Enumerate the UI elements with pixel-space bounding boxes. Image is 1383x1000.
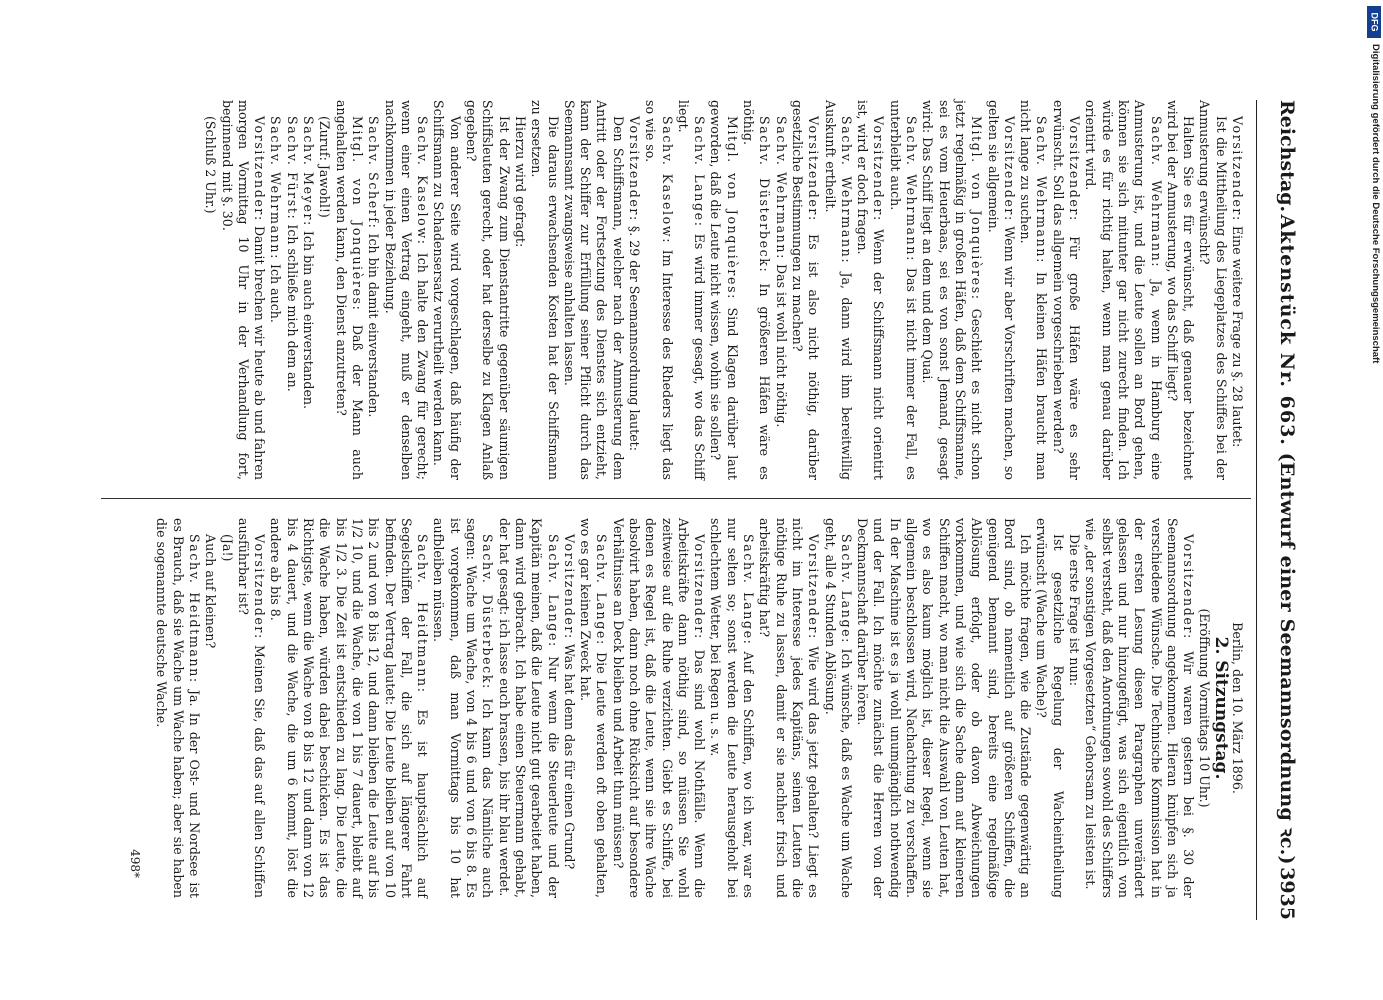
paragraph-text: Wie wird das jetzt gehalten? Liegt es nicht im Interesse jedes Kapitäns, seinen Leuten die nöthige Ruhe zu lassen, damit er sie nachher frisch und arbeitskräftig hat? bbox=[757, 518, 822, 898]
paragraph-text: Ja, dann wird ihm bereitwillig Auskunft ertheilt. bbox=[822, 100, 854, 480]
paragraph bbox=[1229, 100, 1245, 480]
speaker-name: Sachv. Heidtmann: bbox=[415, 534, 431, 694]
speaker-name: Sachv. Kaselow: bbox=[415, 116, 431, 246]
footer-mark: 498* bbox=[128, 849, 143, 878]
paragraph-text: Ich halte den Zwang für gerecht; wenn einer einen Vertrag eingeht, muß er denselben nachkommen in jeder Beziehung. bbox=[382, 100, 431, 480]
speaker-name: Sachv. Lange: bbox=[545, 534, 561, 648]
paragraph-text: Nur wenn die Steuerleute und der Kapitän meinen, daß die Leute nicht gut gearbeitet haben, dann wird gebracht. Ich habe einen Steuermann gehabt, der hat gesagt: ich lasse euch brassen, bis ihr blau werdet. bbox=[496, 518, 561, 898]
speaker-name: Sachv. Düsterbeck: bbox=[480, 534, 496, 690]
paragraph bbox=[218, 100, 267, 480]
paragraph bbox=[740, 100, 773, 480]
paragraph bbox=[1082, 518, 1196, 898]
paragraph-text: Es wird immer gesagt, wo das Schiff liegt. bbox=[675, 100, 708, 480]
speaker-name: Sachv. Wehrmann: bbox=[1034, 116, 1050, 264]
paragraph bbox=[821, 100, 854, 480]
paragraph bbox=[430, 518, 495, 898]
paragraph bbox=[202, 518, 218, 898]
place-date: Berlin, den 10. März 1896. bbox=[1230, 622, 1245, 794]
paragraph bbox=[854, 518, 1033, 898]
speaker-name: Sachv. Lange: bbox=[692, 116, 708, 228]
paragraph bbox=[332, 100, 365, 480]
speaker-name: Sachv. Lange: bbox=[594, 534, 610, 646]
header-center bbox=[1275, 212, 1301, 867]
paragraph bbox=[528, 100, 561, 480]
paragraph-text: Von anderer Seite wird vorgeschlagen, daß häufig der Schiffsmann zu Schadensersatz verurtheilt werden kann. bbox=[431, 100, 463, 480]
page-header bbox=[1261, 100, 1301, 920]
paragraph-text: Ist die Mittheilung des Liegeplatzes des Schiffes bei der Anmusterung erwünscht? bbox=[1197, 100, 1229, 480]
session-title: 2. Sitzungstag. bbox=[1210, 636, 1231, 780]
paragraph bbox=[202, 100, 218, 480]
paragraph bbox=[1049, 100, 1082, 480]
speaker-name: Sachv. Wehrmann: bbox=[838, 116, 854, 265]
speaker-name: Mitgl. von Jonquières: bbox=[724, 116, 740, 300]
paragraph-text: Für große Häfen wäre es sehr erwünscht. Soll das allgemein vorgeschrieben werden? bbox=[1050, 100, 1083, 480]
left-column bbox=[202, 100, 1245, 480]
paragraph bbox=[463, 100, 512, 480]
paragraph bbox=[821, 518, 854, 898]
speaker-name: Sachv. Heidtmann: bbox=[187, 534, 202, 684]
paragraph-text: Es ist hauptsächlich auf Segelschiffen der Fall, die sich auf längerer Fahrt befinden. Der Vertrag lautet: Die Leute bleiben auf von 10 bis 2 und von 8 bis 12, und dann bleiben die Leute auf bis 1/2 10, und die Wache, die von 1 bis 7 dauert, bleibt auf bis 1/2 3. Die Zeit ist entschieden zu lang. Die Leute, die die Wache haben, würden dabei beschicken. Es ist das Richtigste, wenn die Wache von 8 bis 12 und dann von 12 bis 4 dauert, und die Wache, die um 6 kommt, löst die andere ab bis 8. bbox=[268, 518, 431, 898]
speaker-name: Sachv. Scherf: bbox=[366, 116, 382, 230]
speaker-name: Sachv. Lange: bbox=[741, 534, 757, 646]
paragraph bbox=[707, 518, 756, 898]
header-subtitle: (Entwurf einer Seemannsordnung ꝛc.) bbox=[1276, 452, 1298, 865]
paragraph-text: Ich kann das Nämliche auch sagen: Wache um Wache, von 4 bis 6 und von 6 bis 8. Es ist vorgekommen, daß man Vormittags bis 10 hat aufbleiben müssen. bbox=[431, 518, 496, 898]
paragraph-text: Ja. In der Ost- und Nordsee ist es Brauch, daß sie Wache um Wache haben; aber sie haben die sogenannte deutsche Wache. bbox=[154, 518, 202, 898]
paragraph bbox=[626, 100, 642, 480]
paragraph-text: Daß der Mann auch angehalten werden kann, den Dienst anzutreten? bbox=[333, 100, 365, 480]
speaker-name: Sachv. Wehrmann: bbox=[904, 116, 920, 262]
paragraph bbox=[316, 100, 332, 480]
page-number: 3935 bbox=[1276, 867, 1298, 920]
paragraph bbox=[381, 100, 430, 480]
speaker-name: Sachv. Lange: bbox=[838, 534, 854, 645]
paragraph bbox=[789, 100, 822, 480]
paragraph bbox=[283, 100, 299, 480]
speaker-name: Sachv. Wehrmann: bbox=[1148, 116, 1164, 269]
paragraph-text: Es ist also nicht nöthig, darüber gesetzliche Bestimmungen zu machen? bbox=[789, 100, 822, 480]
paragraph-text: Das ist wohl nicht nöthig. bbox=[773, 263, 789, 428]
paragraph-text: Den Schiffsmann, welcher nach der Anmusterung dem Antritt oder der Fortsetzung des Dienstes sich entzieht, kann der Schiffer zur Erfüllung seiner Pflicht durch das Seemannsamt zwangsweise anhalten lassen. bbox=[561, 100, 626, 480]
paragraph bbox=[642, 100, 675, 480]
speaker-name: Mitgl. von Jonquières: bbox=[969, 116, 985, 301]
header-document-number: Aktenstück Nr. 663. bbox=[1276, 214, 1298, 446]
paragraph-text: Ich möchte fragen, wie die Zustände gegenwärtig an Bord sind, ob namentlich auf größeren Schiffen, die genügend bemannt sind, bereits eine regelmäßige Ablösung erfolgt, oder ob davon Abweichungen vorkommen, und wie sich die Sache dann auf kleineren Schiffen macht, wo man nicht die Auswahl von Leuten hat, wo es also kaum möglich ist, dieser Regel, wenn sie allgemein beschlossen wird, Nachachtung zu verschaffen. In der Maschine ist es ja wohl unumgänglich nothwendig und der Fall. Ich möchte zunächst die Herren von der Deckmannschaft darüber hören. bbox=[855, 518, 1034, 898]
paragraph bbox=[267, 518, 430, 898]
paragraph bbox=[1196, 100, 1229, 480]
paragraph-text: Ich schließe mich dem an. bbox=[284, 224, 300, 392]
column-divider bbox=[101, 498, 1251, 499]
paragraph-text: In größeren Häfen wäre es nöthig. bbox=[741, 100, 773, 480]
paragraph-text: Damit brechen wir heute ab und fahren morgen Vormittag 10 Uhr in der Verhandlung fort, beginnend mit §. 30. bbox=[219, 100, 268, 480]
paragraph-text: Meinen Sie, daß das auf allen Schiffen ausführbar ist? bbox=[235, 518, 268, 898]
paragraph-text: (Zuruf: Jawohl!) bbox=[317, 116, 333, 218]
paragraph-text: (Schluß 2 Uhr.) bbox=[203, 116, 219, 214]
right-paragraphs bbox=[153, 518, 1196, 898]
paragraph bbox=[1066, 518, 1082, 898]
speaker-name: Vorsitzender: bbox=[561, 534, 577, 640]
speaker-name: Sachv. Wehrmann: bbox=[773, 116, 789, 260]
paragraph bbox=[235, 518, 268, 898]
paragraph bbox=[561, 518, 577, 898]
paragraph-text: Wenn der Schiffsmann nicht orientirt ist, wird er doch fragen. bbox=[855, 100, 887, 480]
dfg-logo: DFG bbox=[1367, 6, 1381, 38]
paragraph-text: Wir waren gestern bei §. 30 der Seemannsordnung angekommen. Hieran knüpfen sich ja verschiedene Wünsche. Die Technische Kommission hat in der ersten Lesung diesen Paragraphen unverändert gelassen und nur hinzugefügt, was sich eigentlich von selbst versteht, daß den Anordnungen sowohl des Schiffers wie „der sonstigen Vorgesetzten“ Gehorsam zu leisten ist. bbox=[1083, 518, 1197, 898]
speaker-name: Vorsitzender: bbox=[252, 534, 268, 640]
digitization-note: Digitalisierung gefördert durch die Deutsche Forschungsgemeinschaft bbox=[1370, 44, 1381, 364]
paragraph-text: Was hat denn das für einen Grund? bbox=[561, 643, 577, 870]
speaker-name: Vorsitzender: bbox=[806, 534, 822, 640]
paragraph bbox=[854, 100, 887, 480]
paragraph-text: Sind Klagen darüber laut geworden, daß die Leute nicht wissen, wohin sie sollen? bbox=[708, 100, 740, 480]
document-page bbox=[41, 50, 1341, 950]
paragraph-text: Ist der Zwang zum Dienstantritte gegenüber säumigen Schiffsleuten gerecht, oder hat derselbe zu Klagen Anlaß gegeben? bbox=[464, 100, 512, 480]
paragraph-text: Ja, wenn in Hamburg eine Anmusterung ist, und die Leute sollen an Bord gehen, können sie sich mitunter gar nicht zurecht finden. Ich würde es für richtig halten, wenn man genau darüber orientirt wird. bbox=[1083, 100, 1164, 480]
paragraph-text: Das ist nicht immer der Fall, es unterbleibt auch. bbox=[887, 100, 920, 480]
speaker-name: Vorsitzender: bbox=[252, 116, 268, 222]
paragraph bbox=[1082, 100, 1163, 480]
paragraph bbox=[430, 100, 463, 480]
session-opening: (Eröffnung Vormittags 10 Uhr.) bbox=[1197, 608, 1213, 808]
paragraph bbox=[218, 518, 234, 898]
paragraph bbox=[153, 518, 202, 898]
paragraph-text: Ich auch. bbox=[268, 263, 284, 323]
paragraph-text: Ist gesetzliche Regelung der Wacheintheilung erwünscht (Wache um Wache)? bbox=[1034, 518, 1066, 898]
speaker-name: Vorsitzender: bbox=[1230, 116, 1245, 222]
paragraph-text: Ich wünsche, daß es Wache um Wache geht, alle 4 Stunden Ablösung. bbox=[822, 518, 854, 898]
paragraph-text: Wenn wir aber Vorschriften machen, so gelten sie allgemein. bbox=[985, 100, 1017, 480]
paragraph bbox=[512, 100, 528, 480]
paragraph-text: In kleinen Häfen braucht man nicht lange zu suchen. bbox=[1018, 100, 1050, 480]
paragraph bbox=[1164, 100, 1197, 480]
paragraph-text: Ich bin damit einverstanden. bbox=[366, 233, 382, 418]
paragraph-text: Die erste Frage ist nun: bbox=[1067, 534, 1083, 686]
paragraph bbox=[707, 100, 740, 480]
paragraph-text: Die daraus erwachsenden Kosten hat der Schiffsmann zu ersetzen. bbox=[529, 100, 561, 480]
right-column bbox=[127, 518, 1245, 898]
paragraph-text: (Ja!) bbox=[219, 534, 235, 562]
speaker-name: Sachv. Fürst: bbox=[284, 116, 300, 221]
paragraph bbox=[1017, 100, 1050, 480]
paragraph bbox=[267, 100, 283, 480]
paragraph bbox=[300, 100, 316, 480]
speaker-name: Sachv. Düsterbeck: bbox=[757, 116, 773, 274]
paragraph-text: Auch auf kleinen? bbox=[203, 534, 219, 649]
paragraph-text: Auf den Schiffen, wo ich war, war es nur selten so; sonst werden die Leute herausgeholt bei schlechtem Wetter, bei Regen u. s. w. bbox=[708, 518, 757, 898]
speaker-name: Vorsitzender: bbox=[1181, 534, 1197, 640]
paragraph-text: Im Interesse des Rheders liegt das so wie so. bbox=[643, 100, 675, 480]
paragraph bbox=[772, 100, 788, 480]
speaker-name: Vorsitzender: bbox=[806, 116, 822, 222]
speaker-name: Sachv. Kaselow: bbox=[659, 116, 675, 245]
paragraph bbox=[365, 100, 381, 480]
header-left: Reichstag. bbox=[1276, 100, 1298, 213]
paragraph bbox=[919, 100, 984, 480]
paragraph bbox=[609, 518, 707, 898]
paragraph-text: Halten Sie es für erwünscht, daß genauer bezeichnet wird bei der Anmusterung, wo das Schiff liegt? bbox=[1164, 100, 1197, 480]
speaker-name: Sachv. Wehrmann: bbox=[268, 116, 284, 260]
paragraph bbox=[984, 100, 1017, 480]
paragraph-text: Ich bin auch einverstanden. bbox=[301, 230, 317, 410]
speaker-name: Vorsitzender: bbox=[1001, 116, 1017, 222]
paragraph-text: Geschieht es nicht schon jetzt regelmäßig in großen Häfen, daß dem Schiffsmanne, sei es vom Heuerbaas, sei es von sonst Jemand, gesagt wird: Das Schiff liegt an dem und dem Quai. bbox=[920, 100, 985, 480]
paragraph-text: Eine weitere Frage zu §. 28 lautet: bbox=[1230, 225, 1245, 448]
paragraph bbox=[756, 518, 821, 898]
speaker-name: Vorsitzender: bbox=[627, 116, 643, 222]
paragraph bbox=[495, 518, 560, 898]
paragraph bbox=[577, 518, 610, 898]
speaker-name: Sachv. Meyer: bbox=[301, 116, 317, 227]
paragraph bbox=[886, 100, 919, 480]
speaker-name: Vorsitzender: bbox=[692, 534, 708, 640]
paragraph-text: §. 29 der Seemannsordnung lautet: bbox=[627, 225, 643, 451]
speaker-name: Vorsitzender: bbox=[871, 116, 887, 222]
speaker-name: Mitgl. von Jonquières: bbox=[349, 116, 365, 312]
paragraph bbox=[1033, 518, 1066, 898]
speaker-name: Vorsitzender: bbox=[1067, 116, 1083, 222]
paragraph bbox=[675, 100, 708, 480]
header-rule bbox=[1256, 100, 1257, 920]
paragraph-text: Das sind wohl Nothfälle. Wenn die Arbeitskräfte dann nöthig sind, so müssen Sie wohl zeitweise auf die Ruhe verzichten. Giebt es Schiffe, bei denen es Regel ist, daß die Leute, wenn sie ihre Wache absolvirt haben, dann noch ohne Rücksicht auf besondere Verhältnisse an Deck bleiben und Arbeit thun müssen? bbox=[610, 518, 708, 898]
paragraph-text: Hierzu wird gefragt: bbox=[512, 116, 528, 248]
paragraph bbox=[561, 100, 626, 480]
paragraph-text: Die Leute werden oft oben gehalten, wo es gar keinen Zweck hat. bbox=[578, 518, 610, 898]
